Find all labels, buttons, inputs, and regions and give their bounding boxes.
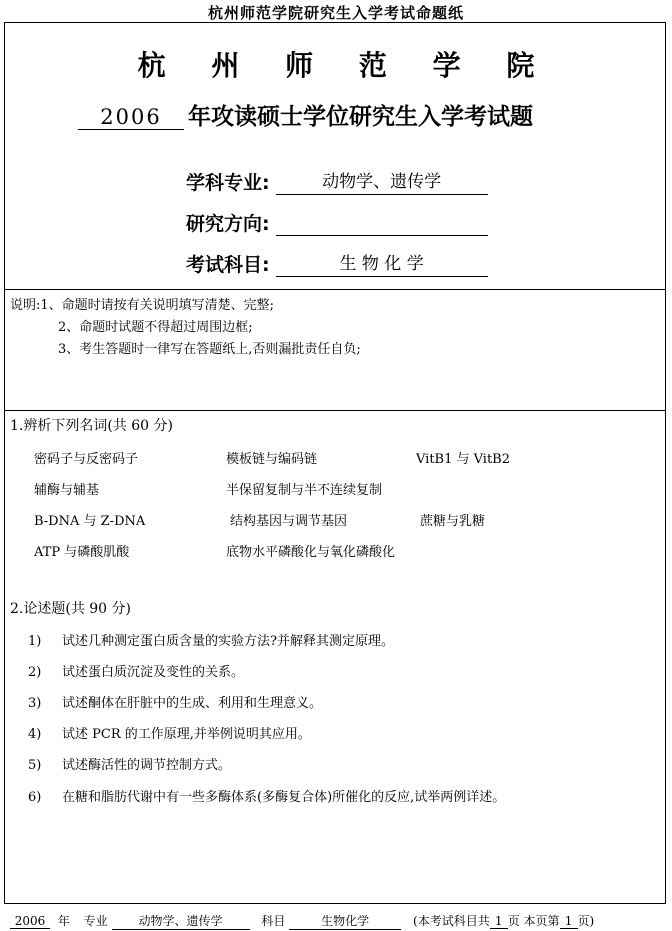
term-item: 密码子与反密码子 xyxy=(34,452,139,467)
footer-page-mid: 页 本页第 xyxy=(507,914,560,928)
section1-title: 1.辨析下列名词(共 60 分) xyxy=(10,418,173,434)
term-item: 辅酶与辅基 xyxy=(34,483,100,498)
exam-title-line xyxy=(78,98,533,131)
exam-year: 2006 xyxy=(78,105,184,130)
direction-value xyxy=(276,211,488,236)
question-text: 试述酮体在肝脏中的生成、利用和生理意义。 xyxy=(62,696,323,711)
footer xyxy=(10,912,594,930)
header-title: 杭州师范学院研究生入学考试命题纸 xyxy=(207,4,464,22)
footer-subject-value: 生物化学 xyxy=(289,912,401,930)
question-item xyxy=(28,786,505,805)
question-item xyxy=(28,692,322,711)
footer-major-value: 动物学、遗传学 xyxy=(112,912,250,930)
footer-page-post: 页) xyxy=(577,914,595,928)
section2-title: 2.论述题(共 90 分) xyxy=(10,601,131,617)
notes-line-1 xyxy=(10,295,361,317)
footer-total-pages: 1 xyxy=(490,914,508,929)
notes-item: 3、考生答题时一律写在答题纸上,否则漏批责任自负; xyxy=(58,342,361,357)
question-num: 5) xyxy=(28,758,42,773)
question-text: 在糖和脂肪代谢中有一些多酶体系(多酶复合体)所催化的反应,试举两例详述。 xyxy=(62,790,506,805)
major-label: 学科专业: xyxy=(186,172,270,194)
major-value: 动物学、遗传学 xyxy=(276,170,488,195)
notes-lead: 说明: xyxy=(10,298,41,313)
footer-year: 2006 xyxy=(10,914,50,929)
meta-major xyxy=(186,168,488,195)
term-item: 半保留复制与半不连续复制 xyxy=(226,483,383,498)
footer-total-pre: (本考试科目共 xyxy=(413,914,490,928)
term-item: 蔗糖与乳糖 xyxy=(420,514,486,529)
question-item xyxy=(28,723,311,742)
question-num: 3) xyxy=(28,696,42,711)
school-name: 杭 州 师 范 学 院 xyxy=(137,49,553,82)
footer-subject-label: 科目 xyxy=(261,914,286,928)
question-text: 试述 PCR 的工作原理,并举例说明其应用。 xyxy=(62,727,311,742)
exam-title: 年攻读硕士学位研究生入学考试题 xyxy=(188,104,533,130)
question-num: 2) xyxy=(28,665,42,680)
divider-top xyxy=(4,289,666,290)
question-num: 1) xyxy=(28,634,42,649)
question-text: 试述蛋白质沉淀及变性的关系。 xyxy=(62,665,245,680)
question-item xyxy=(28,754,231,773)
term-item: 模板链与编码链 xyxy=(226,452,318,467)
question-num: 4) xyxy=(28,727,42,742)
question-item xyxy=(28,630,394,649)
term-item: B-DNA 与 Z-DNA xyxy=(34,514,146,529)
term-item: 底物水平磷酸化与氧化磷酸化 xyxy=(226,545,396,560)
meta-direction xyxy=(186,209,488,236)
divider-middle xyxy=(4,410,666,411)
question-num: 6) xyxy=(28,790,42,805)
notes-item: 1、命题时请按有关说明填写清楚、完整; xyxy=(40,298,275,313)
term-item: VitB1 与 VitB2 xyxy=(416,452,510,467)
meta-subject xyxy=(186,250,488,277)
footer-major-label: 专业 xyxy=(83,914,108,928)
term-item: 结构基因与调节基因 xyxy=(230,514,348,529)
footer-page-num: 1 xyxy=(560,914,578,929)
direction-label: 研究方向: xyxy=(186,213,270,235)
notes-item: 2、命题时试题不得超过周围边框; xyxy=(58,320,253,335)
notes-block xyxy=(10,295,361,361)
footer-year-suffix: 年 xyxy=(57,914,70,928)
question-text: 试述几种测定蛋白质含量的实验方法?并解释其测定原理。 xyxy=(62,634,394,649)
term-item: ATP 与磷酸肌酸 xyxy=(34,545,130,560)
question-text: 试述酶活性的调节控制方式。 xyxy=(62,758,232,773)
subject-value: 生 物 化 学 xyxy=(276,252,488,277)
question-item xyxy=(28,661,244,680)
subject-label: 考试科目: xyxy=(186,254,270,276)
